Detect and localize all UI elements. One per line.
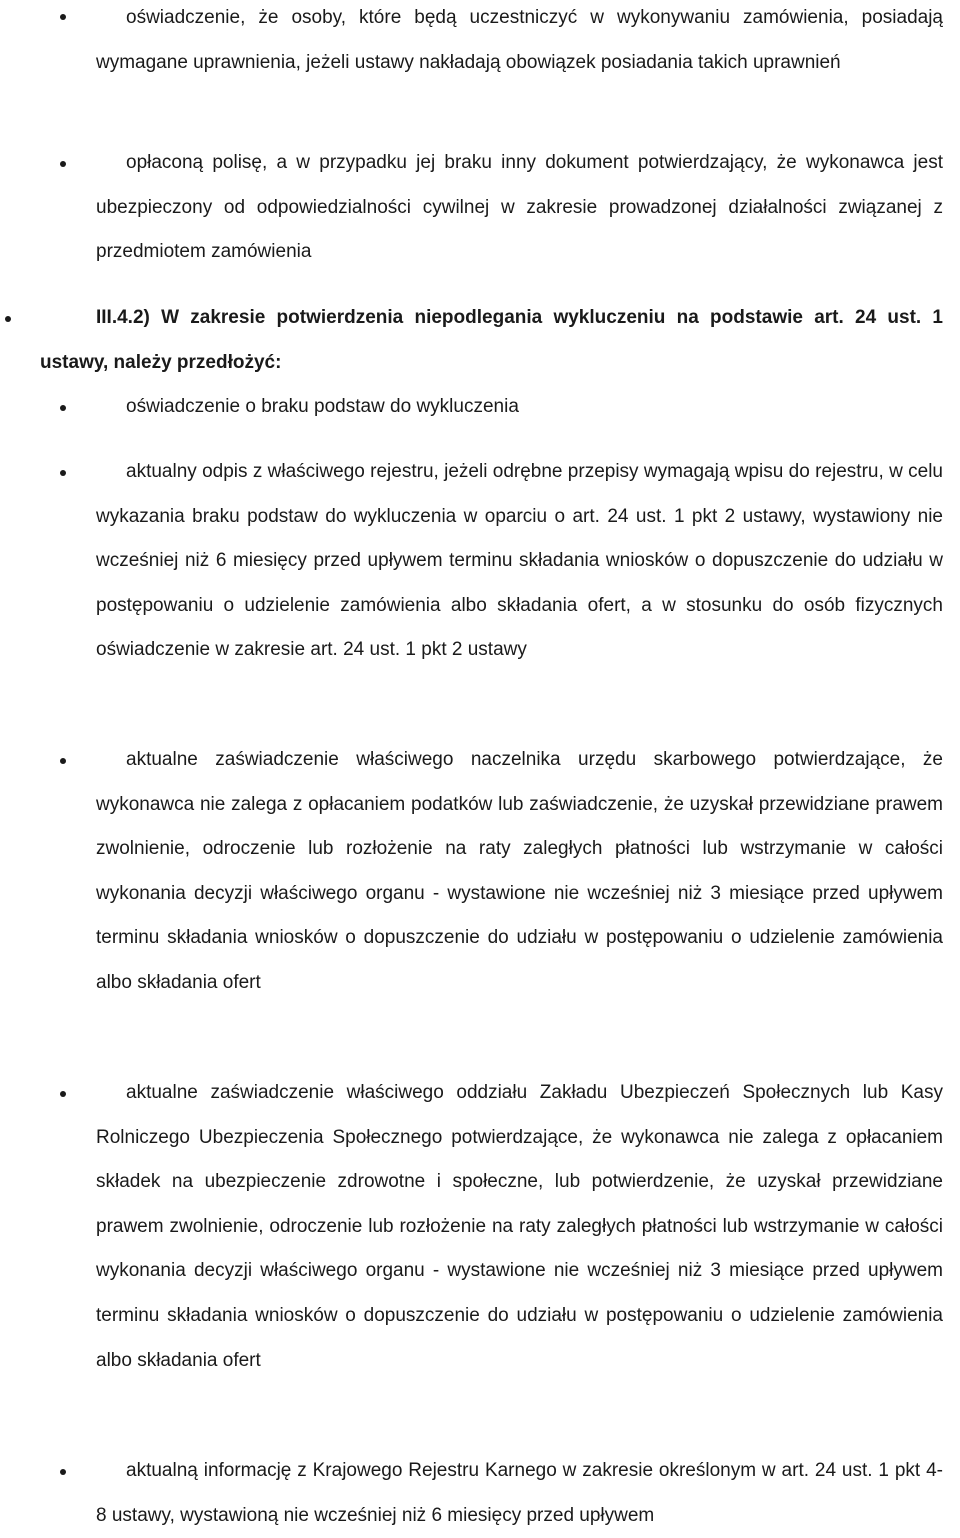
list-item: opłaconą polisę, a w przypadku jej braku inny dokument potwierdzający, że wykonawca jest ubezpieczony od odpowiedzialności cywilnej w zakresie prowadzonej działalności związanej z przedmiotem zamówienia <box>96 152 943 263</box>
bullet-icon <box>60 1091 66 1097</box>
list-item: oświadczenie, że osoby, które będą uczestniczyć w wykonywaniu zamówienia, posiadają wymagane uprawnienia, jeżeli ustawy nakładają obowiązek posiadania takich uprawnień <box>96 7 943 73</box>
list-item: oświadczenie o braku podstaw do wykluczenia <box>126 396 519 417</box>
section-heading: III.4.2) W zakresie potwierdzenia niepodlegania wykluczeniu na podstawie art. 24 ust. 1 ustawy, należy przedłożyć: <box>40 307 943 373</box>
bullet-icon <box>60 405 66 411</box>
list-item: aktualne zaświadczenie właściwego naczelnika urzędu skarbowego potwierdzające, że wykonawca nie zalega z opłacaniem podatków lub zaświadczenie, że uzyskał przewidziane prawem zwolnienie, odroczenie lub rozłożenie na raty zaległych płatności lub wstrzymanie w całości wykonania decyzji właściwego organu - wystawione nie wcześniej niż 3 miesiące przed upływem terminu składania wniosków o dopuszczenie do udziału w postępowaniu o udzielenie zamówienia albo składania ofert <box>96 749 943 993</box>
bullet-icon <box>60 161 66 167</box>
bullet-icon <box>60 14 66 20</box>
bullet-icon <box>60 1469 66 1475</box>
list-item: aktualny odpis z właściwego rejestru, jeżeli odrębne przepisy wymagają wpisu do rejestru, w celu wykazania braku podstaw do wykluczenia w oparciu o art. 24 ust. 1 pkt 2 ustawy, wystawiony nie wcześniej niż 6 miesięcy przed upływem terminu składania wniosków o dopuszczenie do udziału w postępowaniu o udzielenie zamówienia albo składania ofert, a w stosunku do osób fizycznych oświadczenie w zakresie art. 24 ust. 1 pkt 2 ustawy <box>96 461 943 661</box>
list-item: aktualne zaświadczenie właściwego oddziału Zakładu Ubezpieczeń Społecznych lub Kasy Rolniczego Ubezpieczenia Społecznego potwierdzające, że wykonawca nie zalega z opłacaniem składek na ubezpieczenie zdrowotne i społeczne, lub potwierdzenie, że uzyskał przewidziane prawem zwolnienie, odroczenie lub rozłożenie na raty zaległych płatności lub wstrzymanie w całości wykonania decyzji właściwego organu - wystawione nie wcześniej niż 3 miesiące przed upływem terminu składania wniosków o dopuszczenie do udziału w postępowaniu o udzielenie zamówienia albo składania ofert <box>96 1082 943 1371</box>
bullet-icon <box>60 470 66 476</box>
bullet-icon <box>5 316 11 322</box>
list-item: aktualną informację z Krajowego Rejestru Karnego w zakresie określonym w art. 24 ust. 1 pkt 4-8 ustawy, wystawioną nie wcześniej niż 6 miesięcy przed upływem <box>96 1460 943 1526</box>
bullet-icon <box>60 758 66 764</box>
